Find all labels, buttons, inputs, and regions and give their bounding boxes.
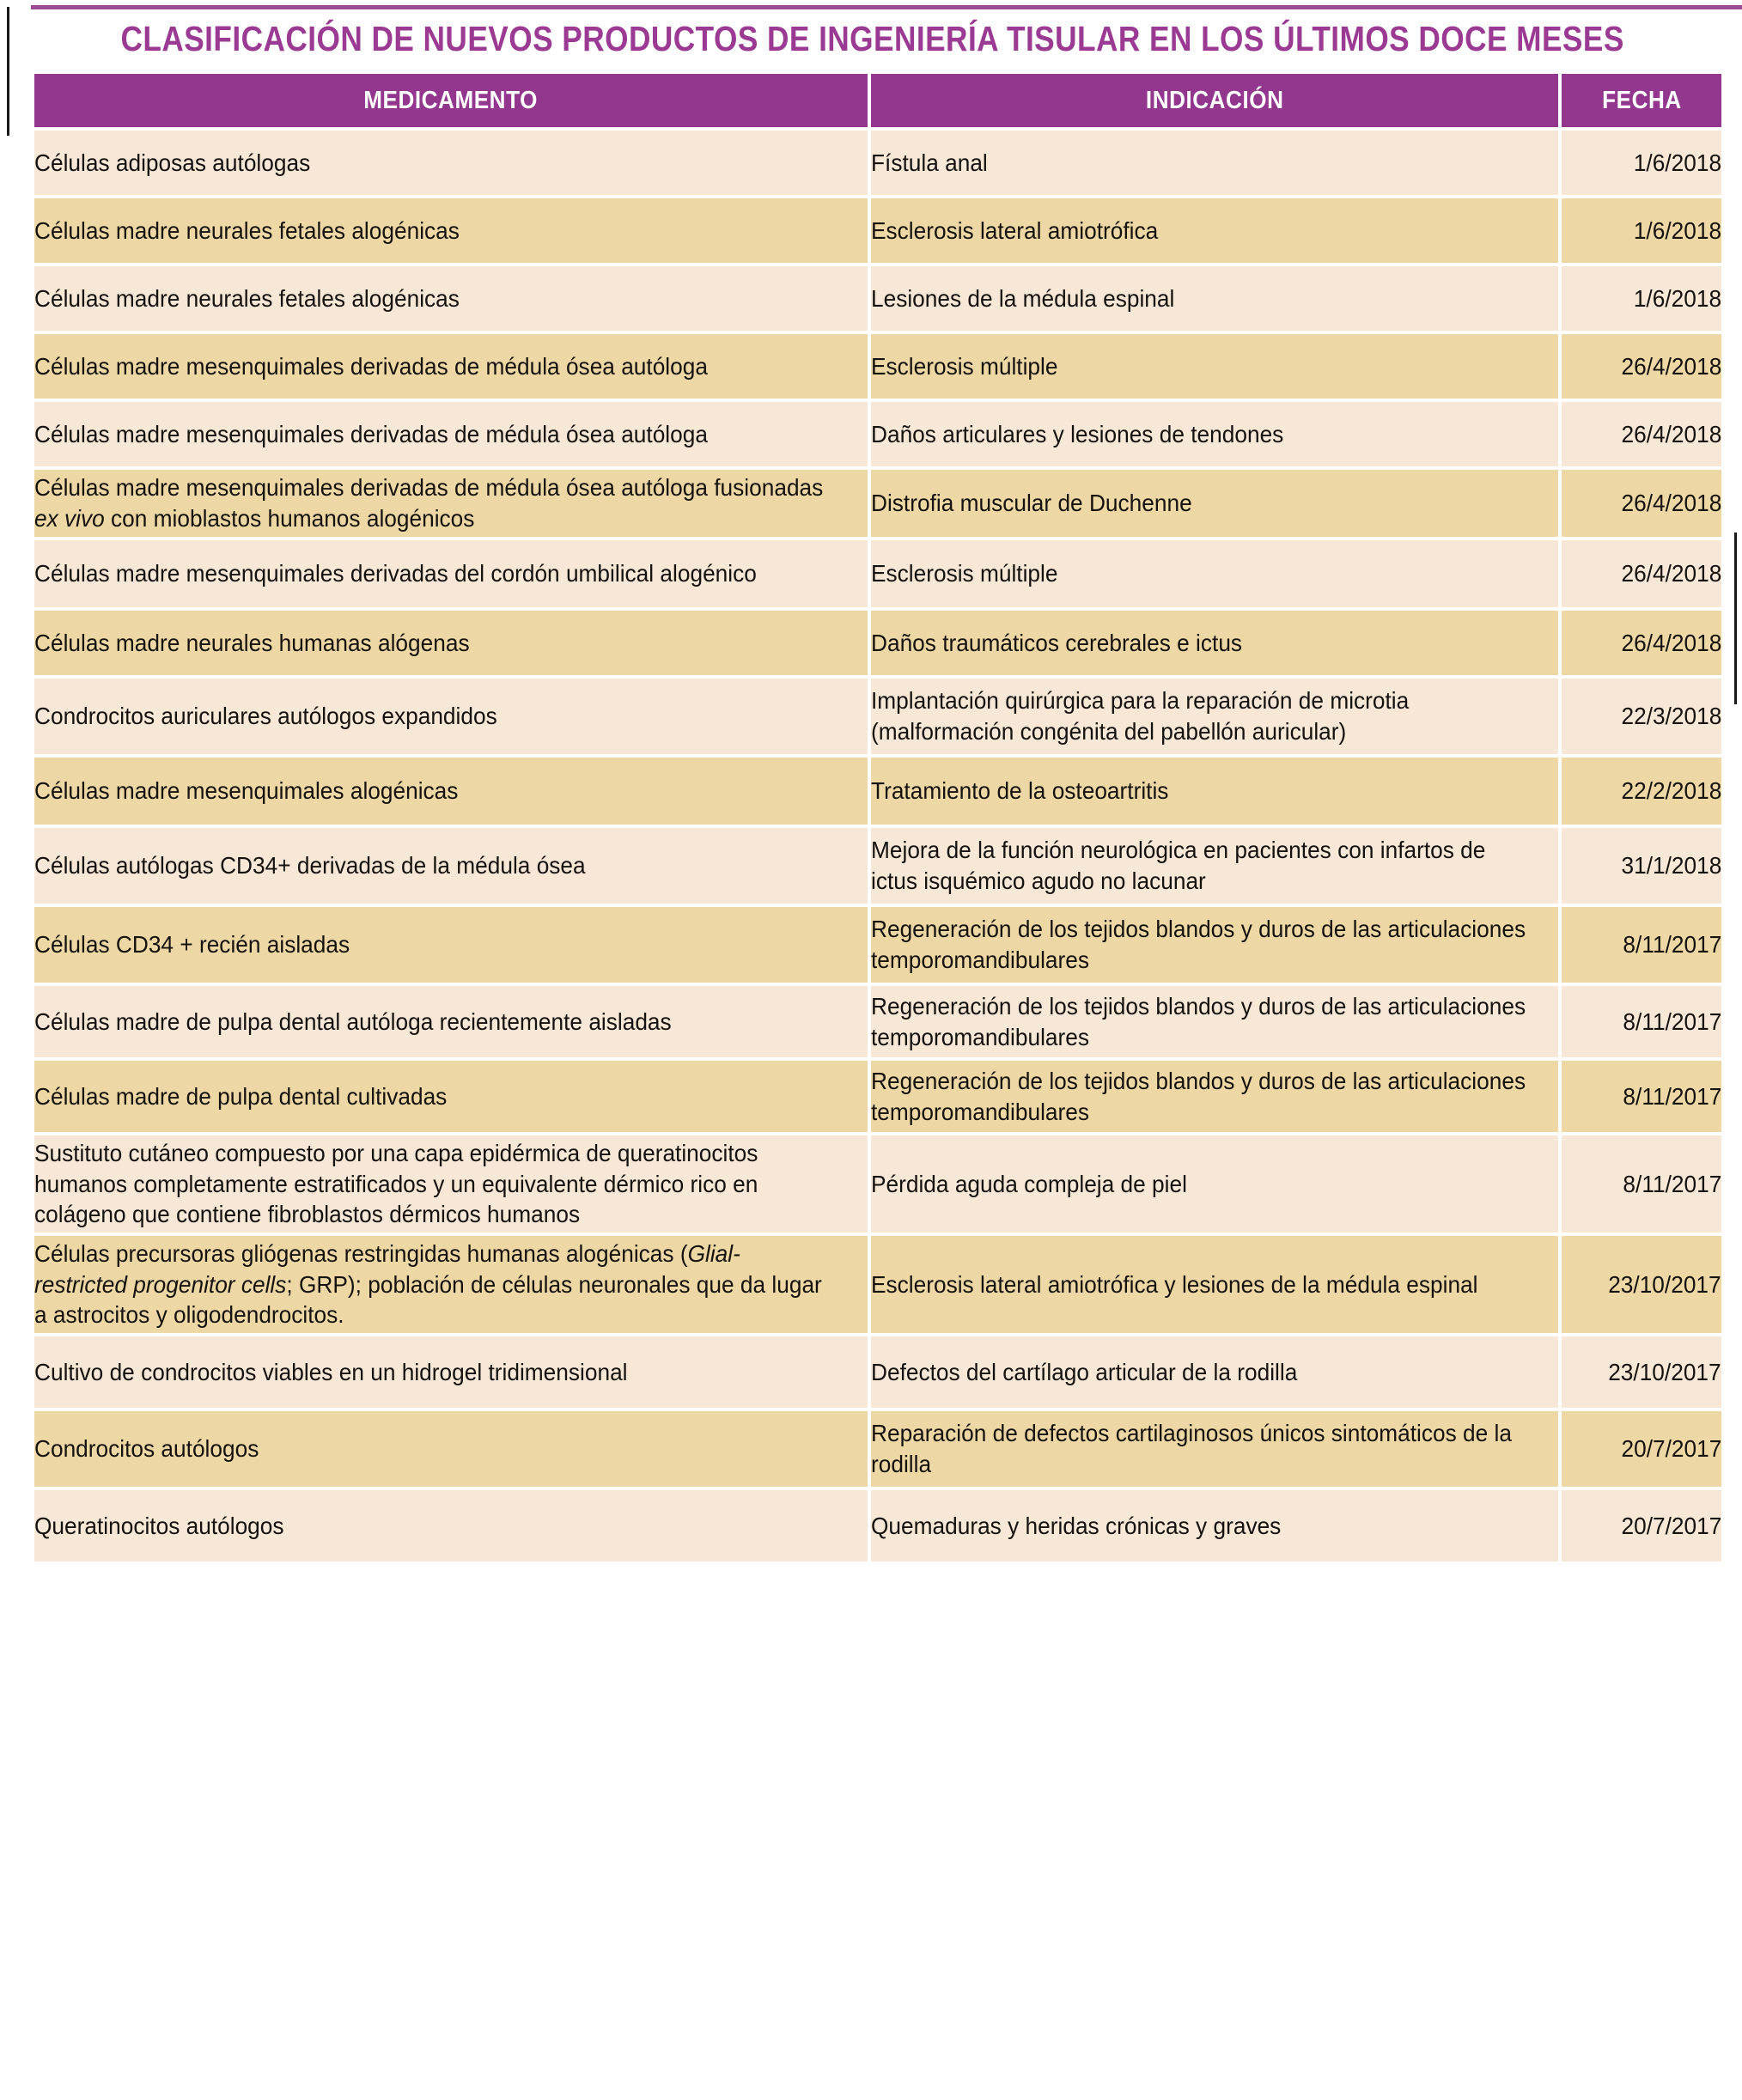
cell-indicacion [871, 1336, 1558, 1408]
cell-medicamento-text: Células madre neurales fetales alogénicas [34, 216, 460, 244]
cell-indicacion [871, 1061, 1558, 1132]
cell-indicacion-text: Regeneración de los tejidos blandos y duros de las articulaciones temporomandibulares [871, 916, 1526, 973]
cell-fecha [1562, 1336, 1721, 1408]
column-header-fecha [1562, 74, 1721, 127]
cell-medicamento [34, 470, 868, 537]
column-header-medicamento-label: MEDICAMENTO [363, 86, 539, 114]
cell-indicacion-text: Distrofia muscular de Duchenne [871, 490, 1192, 517]
cell-indicacion-text: Daños articulares y lesiones de tendones [871, 420, 1284, 447]
cell-indicacion-text: Esclerosis lateral amiotrófica [871, 216, 1159, 244]
cell-medicamento [34, 907, 868, 983]
left-margin-line [7, 7, 9, 136]
cell-medicamento-text: Células adiposas autólogas [34, 149, 311, 176]
table-row [34, 1490, 1721, 1561]
cell-fecha [1562, 1061, 1721, 1132]
cell-fecha [1562, 679, 1721, 754]
cell-fecha-text: 1/6/2018 [1633, 216, 1721, 244]
cell-indicacion [871, 266, 1558, 331]
cell-medicamento [34, 679, 868, 754]
cell-indicacion-text: Regeneración de los tejidos blandos y duros de las articulaciones temporomandibulares [871, 1067, 1526, 1125]
cell-medicamento-text: Células madre neurales humanas alógenas [34, 629, 470, 656]
cell-indicacion [871, 540, 1558, 607]
column-header-fecha-label: FECHA [1601, 86, 1682, 114]
cell-medicamento-text: Células CD34 + recién aisladas [34, 931, 350, 959]
cell-medicamento-text: Condrocitos autólogos [34, 1435, 259, 1463]
table-row [34, 611, 1721, 675]
table-row [34, 1236, 1721, 1333]
table-header [34, 74, 1721, 127]
cell-indicacion [871, 611, 1558, 675]
table-row [34, 1135, 1721, 1233]
cell-fecha-text: 22/2/2018 [1621, 777, 1721, 805]
cell-indicacion [871, 679, 1558, 754]
cell-fecha [1562, 1490, 1721, 1561]
classification-table [31, 70, 1725, 1565]
cell-fecha-text: 8/11/2017 [1623, 1170, 1721, 1197]
cell-fecha [1562, 828, 1721, 904]
cell-fecha [1562, 198, 1721, 263]
cell-fecha-text: 8/11/2017 [1623, 1007, 1721, 1035]
cell-indicacion-text: Esclerosis lateral amiotrófica y lesiones de la médula espinal [871, 1270, 1478, 1298]
cell-medicamento [34, 402, 868, 466]
cell-medicamento [34, 266, 868, 331]
cell-fecha-text: 26/4/2018 [1621, 560, 1721, 587]
cell-indicacion-text: Defectos del cartílago articular de la rodilla [871, 1358, 1298, 1385]
page-title [31, 12, 1715, 65]
cell-indicacion-text: Quemaduras y heridas crónicas y graves [871, 1512, 1282, 1539]
cell-fecha [1562, 1236, 1721, 1333]
cell-fecha [1562, 402, 1721, 466]
cell-indicacion [871, 758, 1558, 825]
cell-medicamento [34, 1411, 868, 1487]
table-row [34, 679, 1721, 754]
cell-medicamento-text: Células autólogas CD34+ derivadas de la médula ósea [34, 852, 586, 880]
table-row [34, 540, 1721, 607]
cell-indicacion-text: Tratamiento de la osteoartritis [871, 777, 1169, 805]
cell-indicacion-text: Pérdida aguda compleja de piel [871, 1170, 1187, 1197]
table-row [34, 1061, 1721, 1132]
table-row [34, 986, 1721, 1057]
cell-medicamento [34, 334, 868, 399]
cell-fecha-text: 26/4/2018 [1621, 629, 1721, 656]
cell-fecha [1562, 907, 1721, 983]
cell-medicamento-text: Queratinocitos autólogos [34, 1512, 284, 1539]
cell-fecha-text: 8/11/2017 [1623, 931, 1721, 959]
cell-fecha-text: 20/7/2017 [1621, 1435, 1721, 1463]
cell-medicamento-text: Células madre mesenquimales derivadas de médula ósea autóloga fusionadas ex vivo con mioblastos humanos alogénicos [34, 474, 824, 532]
cell-medicamento-text: Sustituto cutáneo compuesto por una capa epidérmica de queratinocitos humanos completamente estratificados y un equivalente dérmico rico en colágeno que contiene fibroblastos dérmicos humanos [34, 1139, 758, 1228]
cell-medicamento-text: Células madre mesenquimales derivadas de médula ósea autóloga [34, 352, 708, 380]
cell-fecha [1562, 131, 1721, 195]
cell-indicacion-text: Esclerosis múltiple [871, 352, 1058, 380]
cell-fecha [1562, 611, 1721, 675]
table-body [34, 131, 1721, 1561]
cell-medicamento [34, 1236, 868, 1333]
cell-medicamento [34, 131, 868, 195]
cell-fecha [1562, 1135, 1721, 1233]
cell-medicamento [34, 1336, 868, 1408]
table-row [34, 758, 1721, 825]
cell-medicamento-text: Células madre de pulpa dental cultivadas [34, 1082, 448, 1110]
cell-medicamento-text: Células madre mesenquimales derivadas de médula ósea autóloga [34, 420, 708, 447]
cell-indicacion [871, 828, 1558, 904]
cell-fecha [1562, 1411, 1721, 1487]
cell-indicacion [871, 986, 1558, 1057]
right-margin-line [1734, 533, 1737, 704]
table-row [34, 470, 1721, 537]
cell-fecha [1562, 986, 1721, 1057]
cell-medicamento-text: Células madre neurales fetales alogénicas [34, 284, 460, 312]
cell-fecha-text: 26/4/2018 [1621, 420, 1721, 447]
cell-fecha-text: 23/10/2017 [1608, 1358, 1721, 1385]
cell-indicacion [871, 334, 1558, 399]
cell-indicacion-text: Esclerosis múltiple [871, 560, 1058, 587]
cell-indicacion-text: Reparación de defectos cartilaginosos únicos sintomáticos de la rodilla [871, 1420, 1512, 1477]
cell-medicamento [34, 611, 868, 675]
table-row [34, 266, 1721, 331]
cell-medicamento-text: Células madre mesenquimales alogénicas [34, 777, 459, 805]
cell-fecha [1562, 758, 1721, 825]
cell-medicamento-text: Células madre mesenquimales derivadas del cordón umbilical alogénico [34, 560, 757, 587]
table-row [34, 828, 1721, 904]
cell-indicacion-text: Daños traumáticos cerebrales e ictus [871, 629, 1243, 656]
cell-indicacion-text: Fístula anal [871, 149, 988, 176]
cell-indicacion [871, 907, 1558, 983]
top-purple-rule [31, 5, 1742, 9]
cell-medicamento [34, 198, 868, 263]
cell-indicacion [871, 131, 1558, 195]
column-header-indicacion-label: INDICACIÓN [1145, 86, 1284, 114]
table-row [34, 334, 1721, 399]
cell-medicamento [34, 540, 868, 607]
cell-fecha-text: 23/10/2017 [1608, 1270, 1721, 1298]
cell-indicacion [871, 402, 1558, 466]
cell-indicacion [871, 1411, 1558, 1487]
table-row [34, 198, 1721, 263]
cell-medicamento-text: Células madre de pulpa dental autóloga recientemente aisladas [34, 1007, 672, 1035]
cell-indicacion [871, 1135, 1558, 1233]
cell-medicamento [34, 1135, 868, 1233]
cell-fecha-text: 1/6/2018 [1633, 149, 1721, 176]
column-header-indicacion [871, 74, 1558, 127]
cell-medicamento [34, 986, 868, 1057]
cell-fecha [1562, 266, 1721, 331]
cell-indicacion-text: Regeneración de los tejidos blandos y duros de las articulaciones temporomandibulares [871, 992, 1526, 1050]
cell-indicacion-text: Implantación quirúrgica para la reparación de microtia (malformación congénita del pabellón auricular) [871, 687, 1410, 745]
cell-fecha-text: 31/1/2018 [1621, 852, 1721, 880]
cell-medicamento [34, 758, 868, 825]
table-row [34, 1411, 1721, 1487]
cell-fecha-text: 26/4/2018 [1621, 490, 1721, 517]
column-header-medicamento [34, 74, 868, 127]
cell-fecha-text: 20/7/2017 [1621, 1512, 1721, 1539]
cell-medicamento [34, 828, 868, 904]
cell-medicamento-text: Cultivo de condrocitos viables en un hidrogel tridimensional [34, 1358, 628, 1385]
cell-fecha-text: 26/4/2018 [1621, 352, 1721, 380]
cell-medicamento [34, 1061, 868, 1132]
cell-fecha-text: 1/6/2018 [1633, 284, 1721, 312]
table-row [34, 402, 1721, 466]
cell-medicamento-text: Células precursoras gliógenas restringidas humanas alogénicas (Glial-restricted progenitor cells; GRP); población de células neuronales que da lugar a astrocitos y oligodendrocitos. [34, 1239, 822, 1329]
cell-indicacion-text: Mejora de la función neurológica en pacientes con infartos de ictus isquémico agudo no lacunar [871, 837, 1486, 894]
cell-indicacion [871, 1490, 1558, 1561]
cell-fecha-text: 8/11/2017 [1623, 1082, 1721, 1110]
cell-fecha [1562, 470, 1721, 537]
table-row [34, 907, 1721, 983]
cell-indicacion-text: Lesiones de la médula espinal [871, 284, 1175, 312]
cell-medicamento-text: Condrocitos auriculares autólogos expandidos [34, 703, 497, 730]
table-header-row [34, 74, 1721, 127]
cell-indicacion [871, 470, 1558, 537]
page-title-text: CLASIFICACIÓN DE NUEVOS PRODUCTOS DE INGENIERÍA TISULAR EN LOS ÚLTIMOS DOCE MESES [120, 18, 1625, 58]
cell-fecha [1562, 540, 1721, 607]
cell-fecha-text: 22/3/2018 [1621, 703, 1721, 730]
table-row [34, 131, 1721, 195]
cell-indicacion [871, 1236, 1558, 1333]
cell-medicamento [34, 1490, 868, 1561]
cell-indicacion [871, 198, 1558, 263]
table-row [34, 1336, 1721, 1408]
cell-fecha [1562, 334, 1721, 399]
